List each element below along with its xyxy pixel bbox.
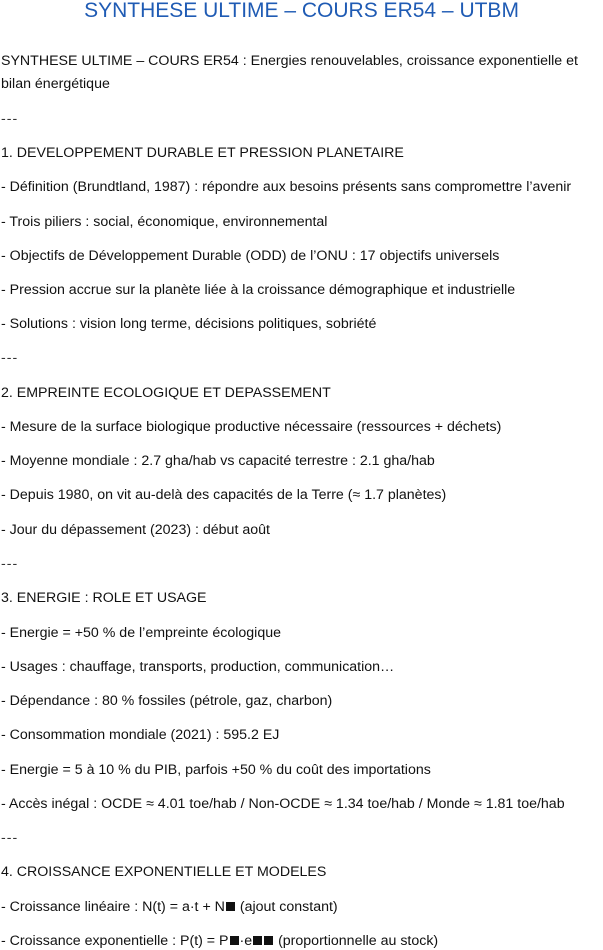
separator: ---: [1, 350, 19, 366]
section-heading-4: 4. CROISSANCE EXPONENTIELLE ET MODELES: [1, 864, 327, 880]
list-item: - Solutions : vision long terme, décisions politiques, sobriété: [1, 316, 377, 332]
list-item: - Jour du dépassement (2023) : début août: [1, 522, 270, 538]
list-item: - Pression accrue sur la planète liée à la croissance démographique et industrielle: [1, 282, 516, 298]
formula-note: (proportionnelle au stock): [274, 933, 439, 949]
missing-glyph-box: [226, 902, 235, 911]
list-item: - Depuis 1980, on vit au-delà des capacités de la Terre (≈ 1.7 planètes): [1, 487, 447, 503]
list-item: - Consommation mondiale (2021) : 595.2 EJ: [1, 727, 280, 743]
intro-paragraph: SYNTHESE ULTIME – COURS ER54 : Energies renouvelables, croissance exponentielle et bilan énergétique: [1, 53, 578, 92]
section-heading-2: 2. EMPREINTE ECOLOGIQUE ET DEPASSEMENT: [1, 385, 331, 401]
separator: ---: [1, 830, 19, 846]
list-item: - Energie = +50 % de l’empreinte écologique: [1, 625, 281, 641]
list-item: - Usages : chauffage, transports, production, communication…: [1, 659, 395, 675]
section-heading-1: 1. DEVELOPPEMENT DURABLE ET PRESSION PLANETAIRE: [1, 145, 404, 161]
list-item: - Moyenne mondiale : 2.7 gha/hab vs capacité terrestre : 2.1 gha/hab: [1, 453, 435, 469]
separator: ---: [1, 556, 19, 572]
section-heading-3: 3. ENERGIE : ROLE ET USAGE: [1, 590, 207, 606]
list-item: - Mesure de la surface biologique productive nécessaire (ressources + déchets): [1, 419, 502, 435]
missing-glyph-box: [253, 936, 262, 945]
separator: ---: [1, 111, 19, 127]
list-item: - Objectifs de Développement Durable (ODD) de l’ONU : 17 objectifs universels: [1, 248, 500, 264]
list-item: - Trois piliers : social, économique, environnemental: [1, 214, 328, 230]
formula-text: - Croissance exponentielle : P(t) = P: [1, 933, 229, 949]
list-item: - Energie = 5 à 10 % du PIB, parfois +50 % du coût des importations: [1, 762, 431, 778]
formula-note: (ajout constant): [235, 899, 338, 915]
list-item: - Accès inégal : OCDE ≈ 4.01 toe/hab / Non-OCDE ≈ 1.34 toe/hab / Monde ≈ 1.81 toe/hab: [1, 796, 565, 812]
formula-text: - Croissance linéaire : N(t) = a·t + N: [1, 899, 225, 915]
list-item: - Définition (Brundtland, 1987) : répondre aux besoins présents sans compromettre l’avenir: [1, 179, 572, 195]
list-item: [1, 930, 438, 950]
document-title: SYNTHESE ULTIME – COURS ER54 – UTBM: [84, 0, 519, 22]
missing-glyph-box: [264, 936, 273, 945]
list-item: - Dépendance : 80 % fossiles (pétrole, gaz, charbon): [1, 693, 333, 709]
missing-glyph-box: [230, 936, 239, 945]
list-item: [1, 896, 338, 919]
formula-text: ·e: [239, 933, 253, 949]
